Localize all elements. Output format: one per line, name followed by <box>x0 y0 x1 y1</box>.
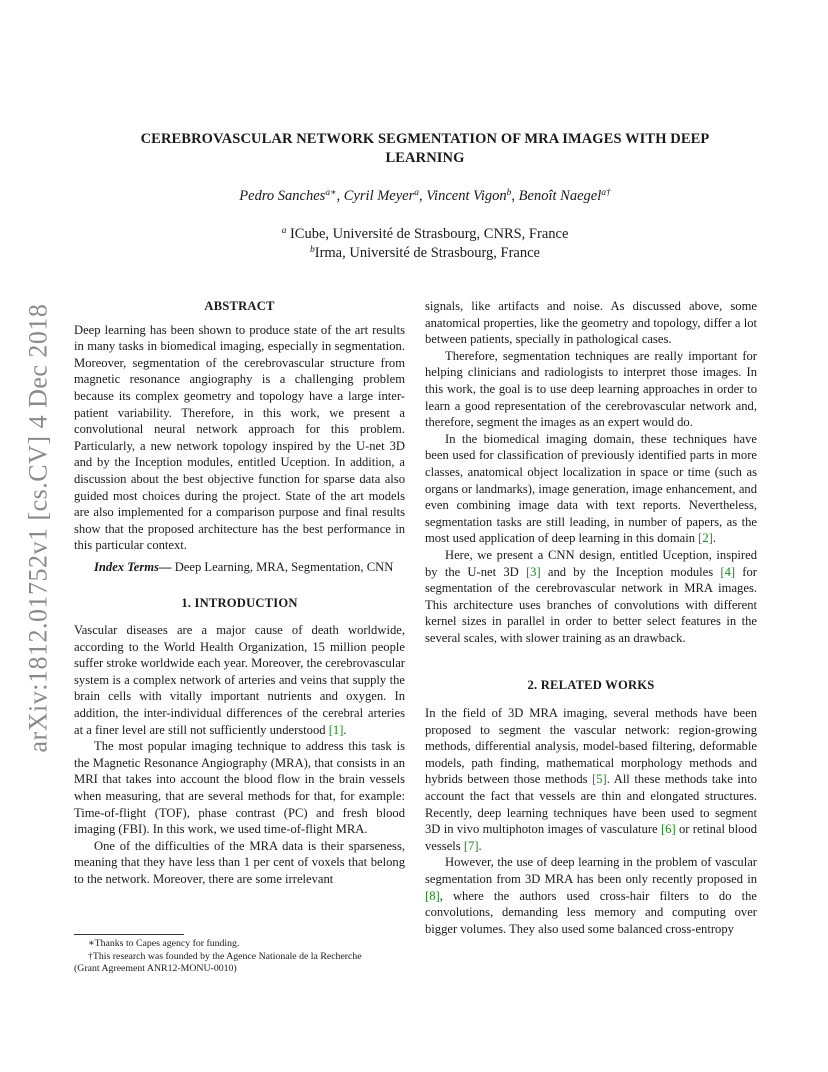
title-line-2: LEARNING <box>385 150 465 166</box>
related-p2-text-a: However, the use of deep learning in the problem of vascular segmentation from 3D MRA has been only recently proposed in <box>425 855 757 886</box>
related-paragraph-1 <box>425 705 757 854</box>
intro-p6-text-b: and by the Inception modules <box>540 564 721 579</box>
intro-paragraph-2: The most popular imaging technique to address this task is the Magnetic Resonance Angiography (MRA), that consists in an MRI that takes into account the blood flow in the brain vessels when measuring, that are several methods for that, for example: Time-of-flight (TOF), phase contrast (PC) and fresh blood imaging (FBI). In this work, we used time-of-flight MRA. <box>74 739 405 837</box>
citation-link[interactable]: [4] <box>720 564 736 579</box>
citation-link[interactable]: [5] <box>592 772 607 787</box>
abstract-text: Deep learning has been shown to produce state of the art results in many tasks in biomedical imaging, especially in segmentation. Moreover, segmentation of the cerebrovascular structure from magnetic resonance angiography is a challenging problem because its complex geometry and topology have a large inter-patient variability. Therefore, in this work, we present a convolutional neural network approach for this problem. Particularly, a new network topology inspired by the U-net 3D and by the Inception modules, entitled Uception. In addition, a discussion about the best objective function for sparse data also guided most choices during the project. State of the art models are also implemented for a comparison purpose and final results show that the proposed architecture has the best performance in this particular context. <box>74 322 405 553</box>
intro-paragraph-6 <box>425 547 757 647</box>
index-terms-label: Index Terms— <box>94 559 172 574</box>
author-2-mark: a <box>414 188 420 198</box>
author-1: Pedro Sanches <box>239 188 326 204</box>
author-2: , Cyril Meyer <box>336 188 415 204</box>
intro-p5-text: In the biomedical imaging domain, these techniques have been used for classification of previously identified parts in more classes, anatomical object localization in space or time (such as organs or landmarks), image generation, image enhancement, and even combining image data with text reports. Nevertheless, segmentation tasks are still leading, in number of papers, as the most used application of deep learning in this domain <box>425 431 757 546</box>
author-4: , Benoît Naegel <box>511 188 602 204</box>
intro-paragraph-3-cont: signals, like artifacts and noise. As discussed above, some anatomical properties, like the geometry and topology, differ a lot between patients, specially in pathological cases. <box>425 299 757 347</box>
affiliation-b <box>90 244 760 263</box>
title-line-1: CEREBROVASCULAR NETWORK SEGMENTATION OF MRA IMAGES WITH DEEP <box>140 131 710 147</box>
affiliation-a-text: ICube, Université de Strasbourg, CNRS, France <box>286 226 569 242</box>
related-paragraph-2 <box>425 854 757 937</box>
affiliation-a <box>90 225 760 244</box>
author-list <box>90 187 760 205</box>
author-4-mark: a† <box>601 188 611 198</box>
paper-title <box>90 130 760 168</box>
right-column <box>425 298 757 937</box>
citation-link[interactable]: [6] <box>660 822 676 837</box>
affiliation-a-mark: a <box>281 226 287 236</box>
citation-link[interactable]: [7] <box>463 838 479 853</box>
citation-link[interactable]: [1] <box>328 722 344 737</box>
footnote-1: ∗Thanks to Capes agency for funding. <box>88 938 240 949</box>
intro-paragraph-1 <box>74 622 405 738</box>
intro-p1-text: Vascular diseases are a major cause of death worldwide, according to the World Health Organization, 15 million people suffer stroke worldwide each year. Moreover, the cerebrovascular system is a complex network of arteries and veins that supply the brain cells with vitally important nutrients and oxygen. In addition, the inter-individual differences of the cerebral arteries at a finer level are still not sufficiently understood <box>74 623 405 737</box>
intro-p6-text-a: Here, we present a CNN design, entitled Uception, inspired by the U-net 3D <box>425 547 757 579</box>
arxiv-identifier <box>8 290 68 765</box>
intro-p5-end: . <box>712 531 717 546</box>
left-column <box>74 298 405 888</box>
related-p1-text-d: . <box>478 838 482 853</box>
intro-paragraph-4: Therefore, segmentation techniques are really important for helping clinicians and radiologists to interpret those images. In this work, the goal is to use deep learning approaches in order to learn a good representation of the cerebrovascular network and, therefore, segment the images as an expert would do. <box>425 348 757 430</box>
footnotes <box>74 934 405 976</box>
affiliation-b-text: Irma, Université de Strasbourg, France <box>314 245 540 261</box>
affiliation-b-mark: b <box>310 245 315 255</box>
citation-link[interactable]: [8] <box>425 888 440 903</box>
index-terms-text: Deep Learning, MRA, Segmentation, CNN <box>171 559 394 574</box>
intro-p6-text-c: for segmentation of the cerebrovascular network in MRA images. This architecture uses branches of convolutions with different kernel sizes in parallel in order to better select features in the several scales, with slower training as an drawback. <box>425 564 757 645</box>
related-p1-text-a: In the field of 3D MRA imaging, several methods have been proposed to segment the vascular network: region-growing methods, differential analysis, model-based filtering, deformable models, path finding, mathematical morphology methods and hybrids between those methods <box>425 706 757 787</box>
author-3: , Vincent Vigon <box>419 188 507 204</box>
index-terms <box>74 559 405 576</box>
related-works-heading: 2. RELATED WORKS <box>527 678 655 693</box>
author-1-mark: a∗ <box>325 188 337 198</box>
footnote-2: †This research was founded by the Agence Nationale de la Recherche <box>88 950 362 962</box>
footnote-2-cont: (Grant Agreement ANR12-MONU-0010) <box>74 963 237 975</box>
introduction-heading: 1. INTRODUCTION <box>181 595 298 610</box>
abstract-heading: ABSTRACT <box>204 299 275 313</box>
footnote-divider <box>74 934 184 935</box>
intro-p1-end: . <box>343 722 347 737</box>
author-3-mark: b <box>506 188 512 198</box>
related-p2-text-b: , where the authors used cross-hair filters to do the convolutions, demanding less memory and computing over bigger volumes. They also used some balanced cross-entropy <box>425 888 757 936</box>
intro-paragraph-5 <box>425 431 757 547</box>
affiliations <box>90 225 760 263</box>
arxiv-identifier-text: arXiv:1812.01752v1 [cs.CV] 4 Dec 2018 <box>23 303 52 752</box>
citation-link[interactable]: [2] <box>698 531 713 546</box>
related-p1-text-b: . All these methods take into account the fact that vessels are thin and elongated structures. Recently, deep learning techniques have been used to segment 3D in vivo multiphoton images of vasculature <box>425 772 757 837</box>
citation-link[interactable]: [3] <box>525 564 541 579</box>
intro-paragraph-3: One of the difficulties of the MRA data is their sparseness, meaning that they have less than 1 per cent of voxels that belong to the network. Moreover, there are some irrelevant <box>74 838 405 886</box>
related-p1-text-c: or retinal blood vessels <box>425 822 757 853</box>
